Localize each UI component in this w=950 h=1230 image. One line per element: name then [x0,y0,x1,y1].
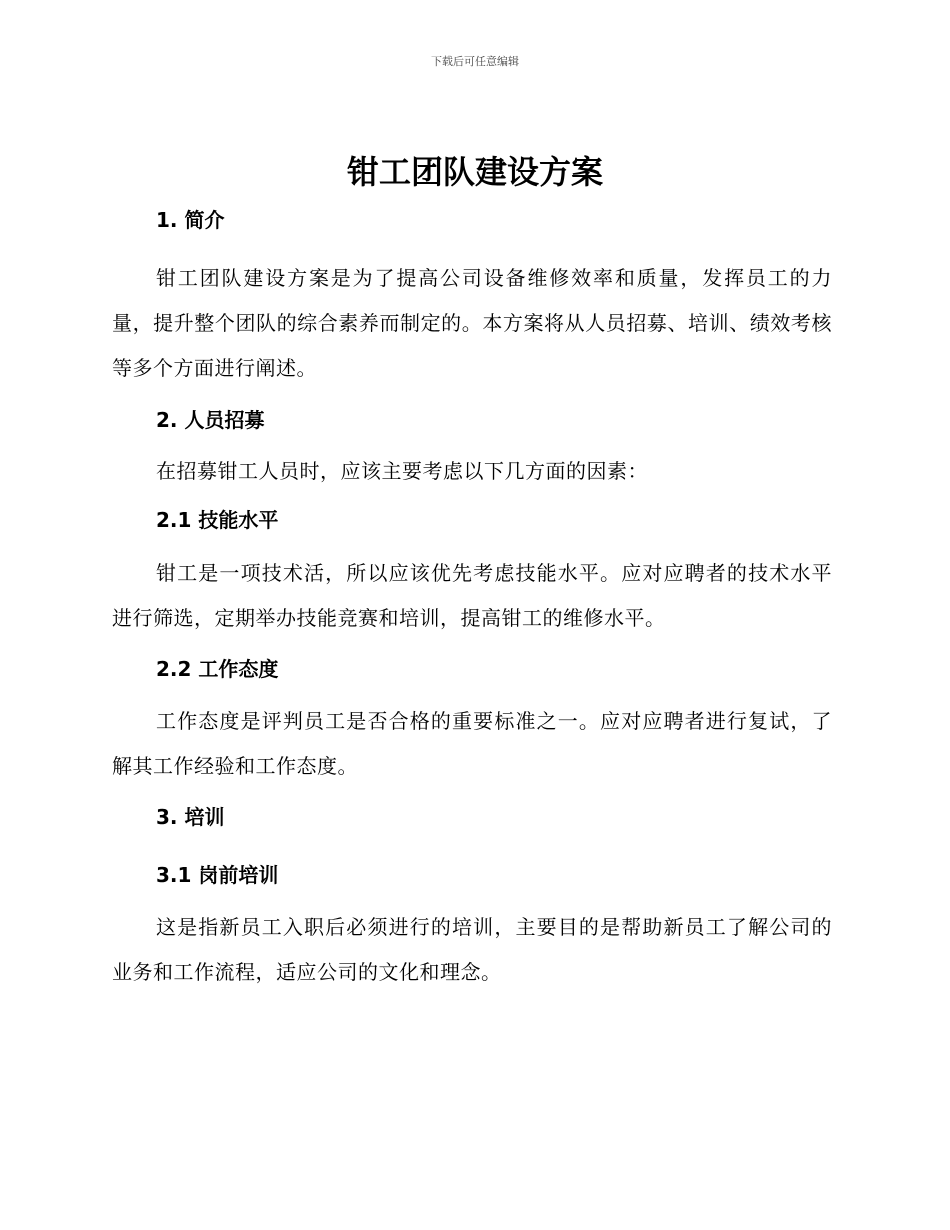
page-header-note: 下载后可任意编辑 [431,55,519,68]
section-heading-training: 3. 培训 [156,805,225,829]
section-heading-recruitment: 2. 人员招募 [156,408,265,432]
paragraph-recruitment: 在招募钳工人员时，应该主要考虑以下几方面的因素： [156,459,648,483]
paragraph-introduction: 钳工团队建设方案是为了提高公司设备维修效率和质量，发挥员工的力量，提升整个团队的综合素养而制定的。本方案将从人员招募、培训、绩效考核等多个方面进行阐述。 [112,266,832,380]
paragraph-pre-job-training: 这是指新员工入职后必须进行的培训，主要目的是帮助新员工了解公司的业务和工作流程，适应公司的文化和理念。 [112,915,832,984]
paragraph-skill-level: 钳工是一项技术活，所以应该优先考虑技能水平。应对应聘者的技术水平进行筛选，定期举办技能竞赛和培训，提高钳工的维修水平。 [112,561,832,630]
section-heading-introduction: 1. 简介 [156,208,225,232]
document-body [112,200,832,995]
subsection-heading-work-attitude: 2.2 工作态度 [156,657,279,681]
subsection-heading-skill-level: 2.1 技能水平 [156,508,279,532]
subsection-heading-pre-job-training: 3.1 岗前培训 [156,863,279,887]
paragraph-work-attitude: 工作态度是评判员工是否合格的重要标准之一。应对应聘者进行复试，了解其工作经验和工作态度。 [112,709,832,778]
document-title: 钳工团队建设方案 [346,153,603,191]
